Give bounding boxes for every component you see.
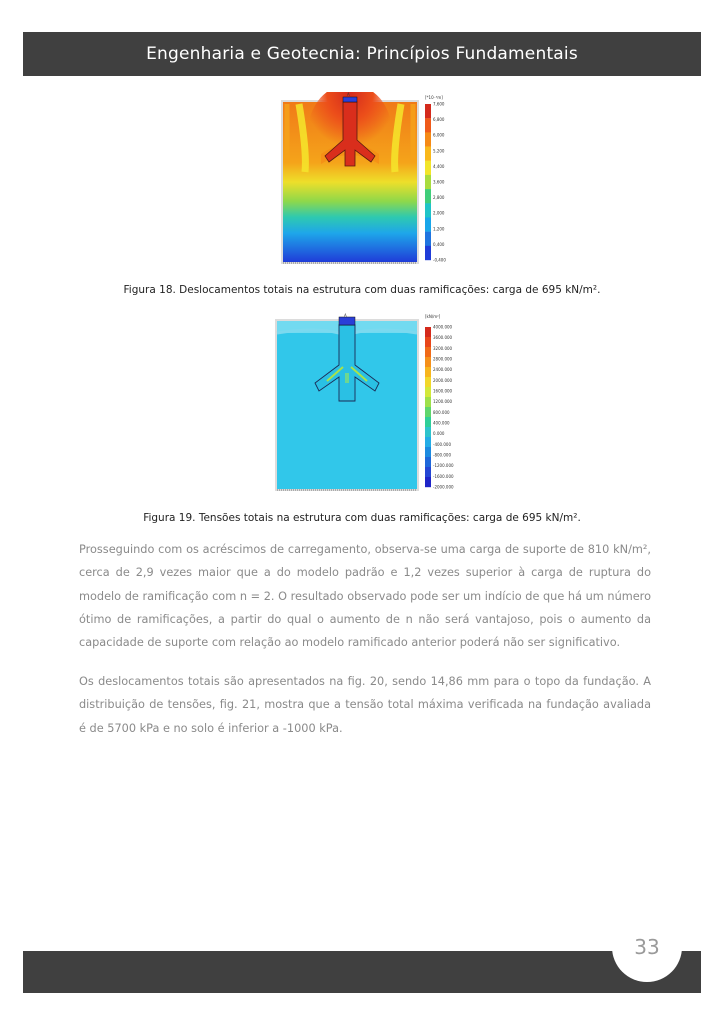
legend-unit: [*10⁻³m]: [425, 95, 443, 100]
legend-swatch: [425, 367, 431, 377]
legend-tick-label: 4,400: [433, 163, 445, 169]
body-paragraph: Prosseguindo com os acréscimos de carregamento, observa-se uma carga de suporte de 810 kN/m², cerca de 2,9 vezes maior que a do modelo padrão e 1,2 vezes superior à carga de ruptura do modelo de ramificação com n = 2. O resultado observado pode ser um indício de que há um número ótimo de ramificações, a partir do qual o aumento de n não será vantajoso, pois o aumento da capacidade de suporte com relação ao modelo ramificado anterior poderá não ser significativo.: [79, 543, 651, 650]
legend-swatch: [425, 104, 431, 118]
legend-swatch: [425, 327, 431, 337]
legend-tick-label: 800.000: [433, 409, 450, 415]
figure-19-caption: Figura 19. Tensões totais na estrutura com duas ramificações: carga de 695 kN/m².: [143, 512, 581, 524]
figure-18-caption: Figura 18. Deslocamentos totais na estrutura com duas ramificações: carga de 695 kN/m².: [123, 284, 601, 296]
legend-swatch: [425, 203, 431, 217]
legend-swatch: [425, 457, 431, 467]
legend-swatch: [425, 467, 431, 477]
legend-swatch: [425, 161, 431, 175]
legend-swatch: [425, 147, 431, 161]
footer-bar: [23, 951, 701, 993]
legend-tick-label: 4000.000: [433, 324, 453, 330]
legend-tick-label: 3200.000: [433, 345, 453, 351]
legend-tick-label: 2000.000: [433, 377, 453, 383]
legend-tick-label: 0.000: [433, 431, 445, 437]
legend-tick-label: 6,800: [433, 117, 445, 123]
legend-swatch: [425, 337, 431, 347]
svg-text:A: A: [347, 92, 350, 97]
legend-swatch: [425, 437, 431, 447]
legend-swatch: [425, 246, 431, 260]
legend-tick-label: -400.000: [433, 441, 451, 447]
figure-18-legend: [425, 95, 446, 263]
legend-tick-label: 1200.000: [433, 399, 453, 405]
legend-tick-label: 400.000: [433, 420, 450, 426]
legend-tick-label: 2,800: [433, 195, 445, 201]
legend-tick-label: 5,200: [433, 148, 445, 154]
legend-tick-label: -800.000: [433, 452, 451, 458]
legend-tick-label: 3600.000: [433, 335, 453, 341]
legend-swatch: [425, 175, 431, 189]
page-number: 33: [634, 935, 660, 959]
legend-swatch: [425, 407, 431, 417]
legend-swatch: [425, 357, 431, 367]
figure-19-stress-plot: [275, 313, 455, 494]
legend-swatch: [425, 387, 431, 397]
legend-tick-label: 3,600: [433, 179, 445, 185]
legend-tick-label: 1600.000: [433, 388, 453, 394]
legend-tick-label: -1200.000: [433, 463, 454, 469]
legend-tick-label: 2400.000: [433, 367, 453, 373]
legend-tick-label: -2000.000: [433, 484, 454, 490]
legend-swatch: [425, 477, 431, 487]
legend-swatch: [425, 427, 431, 437]
legend-unit: [kN/m²]: [425, 314, 441, 319]
legend-tick-label: 1,200: [433, 226, 445, 232]
legend-swatch: [425, 347, 431, 357]
running-header: [23, 32, 701, 76]
legend-swatch: [425, 118, 431, 132]
legend-swatch: [425, 417, 431, 427]
legend-tick-label: 7,600: [433, 101, 445, 107]
legend-swatch: [425, 217, 431, 231]
legend-tick-label: -0,400: [433, 257, 446, 263]
legend-tick-label: 6,000: [433, 132, 445, 138]
page-number-badge: [612, 912, 682, 982]
svg-text:A: A: [344, 313, 347, 318]
legend-swatch: [425, 232, 431, 246]
figure-18-displacement-plot: [279, 92, 446, 266]
legend-swatch: [425, 132, 431, 146]
legend-swatch: [425, 189, 431, 203]
legend-swatch: [425, 377, 431, 387]
figure-19-legend: [425, 314, 454, 490]
legend-tick-label: 2800.000: [433, 356, 453, 362]
legend-swatch: [425, 447, 431, 457]
header-title: Engenharia e Geotecnia: Princípios Fundamentais: [146, 44, 578, 64]
legend-swatch: [425, 397, 431, 407]
legend-tick-label: -1600.000: [433, 473, 454, 479]
legend-tick-label: 2,000: [433, 210, 445, 216]
legend-tick-label: 0,400: [433, 241, 445, 247]
body-paragraph: Os deslocamentos totais são apresentados na fig. 20, sendo 14,86 mm para o topo da fundação. A distribuição de tensões, fig. 21, mostra que a tensão total máxima verificada na fundação avaliada é de 5700 kPa e no solo é inferior a -1000 kPa.: [79, 675, 651, 735]
